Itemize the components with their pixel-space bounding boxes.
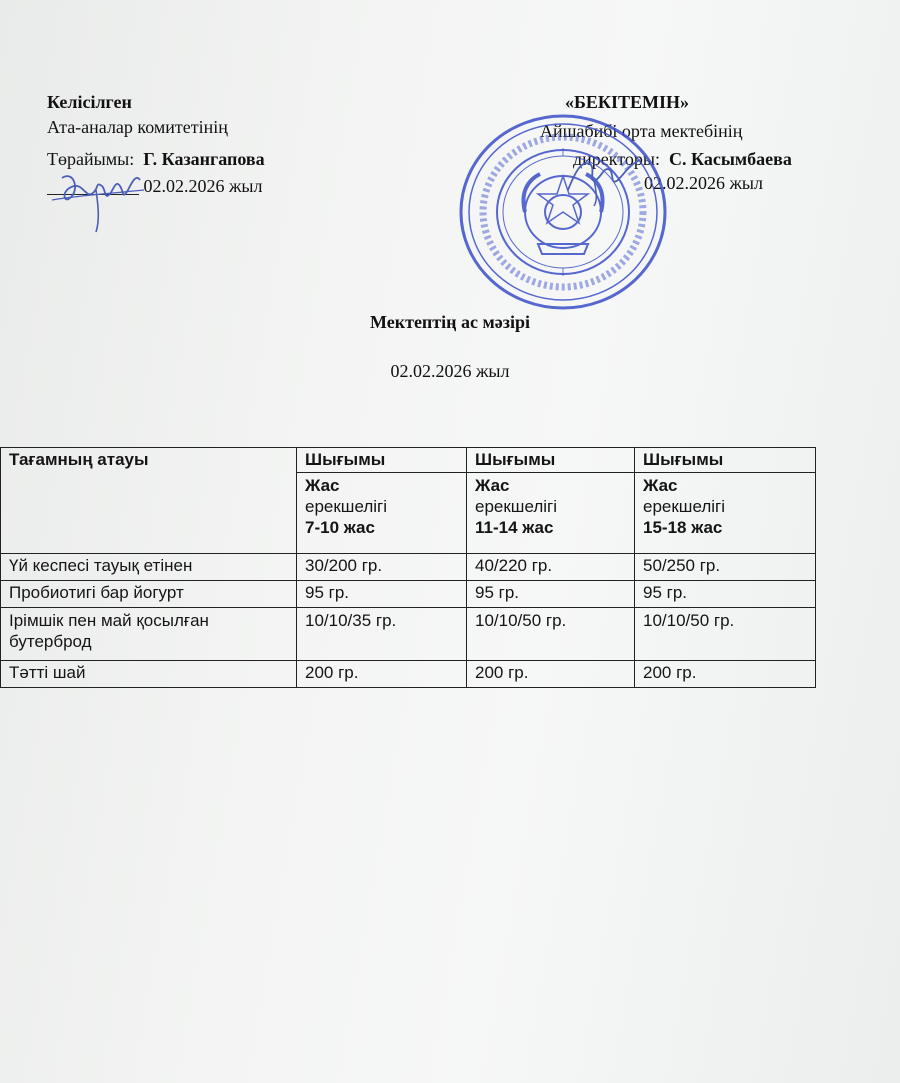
yield-7-10: 10/10/35 гр. xyxy=(297,608,467,661)
approval-left-date: 02.02.2026 жыл xyxy=(143,176,263,196)
age-group-1 xyxy=(297,473,467,554)
table-row xyxy=(1,554,816,581)
dish-name: Пробиотигі бар йогурт xyxy=(1,581,297,608)
chair-name: Г. Казангапова xyxy=(143,149,265,169)
header-yield-3: Шығымы xyxy=(635,448,816,473)
yield-7-10: 200 гр. xyxy=(297,661,467,688)
yield-11-14: 10/10/50 гр. xyxy=(467,608,635,661)
header-yield-2: Шығымы xyxy=(467,448,635,473)
age-group-1-line3: 7-10 жас xyxy=(305,518,375,537)
yield-15-18: 50/250 гр. xyxy=(635,554,816,581)
table-row xyxy=(1,608,816,661)
header-dish-name: Тағамның атауы xyxy=(1,448,297,554)
yield-11-14: 200 гр. xyxy=(467,661,635,688)
dish-name: Үй кеспесі тауық етінен xyxy=(1,554,297,581)
age-group-2-line2: ерекшелігі xyxy=(475,497,558,516)
table-row xyxy=(1,581,816,608)
director-name: С. Касымбаева xyxy=(669,149,792,169)
signature-right-icon xyxy=(560,150,650,210)
official-stamp-icon xyxy=(458,112,668,312)
age-group-2-line1: Жас xyxy=(475,476,510,495)
approval-left-line1: Ата-аналар комитетінің xyxy=(47,117,228,137)
menu-title: Мектептің ас мәзірі xyxy=(369,312,530,332)
signature-left-icon xyxy=(44,160,154,240)
yield-15-18: 95 гр. xyxy=(635,581,816,608)
yield-11-14: 40/220 гр. xyxy=(467,554,635,581)
age-group-2 xyxy=(467,473,635,554)
approval-right-label: «БЕКІТЕМІН» xyxy=(565,92,689,112)
yield-15-18: 10/10/50 гр. xyxy=(635,608,816,661)
age-group-3 xyxy=(635,473,816,554)
menu-table xyxy=(0,447,816,688)
age-group-3-line3: 15-18 жас xyxy=(643,518,723,537)
age-group-1-line1: Жас xyxy=(305,476,340,495)
age-group-2-line3: 11-14 жас xyxy=(475,518,554,537)
table-row xyxy=(1,661,816,688)
approval-right-line1: Айшабибі орта мектебінің xyxy=(540,121,743,141)
dish-name: Тәтті шай xyxy=(1,661,297,688)
yield-7-10: 30/200 гр. xyxy=(297,554,467,581)
header-yield-1: Шығымы xyxy=(297,448,467,473)
yield-11-14: 95 гр. xyxy=(467,581,635,608)
approval-right-date: 02.02.2026 жыл xyxy=(644,173,764,193)
chair-label: Төрайымы: xyxy=(47,149,135,169)
age-group-1-line2: ерекшелігі xyxy=(305,497,388,516)
dish-name: Ірімшік пен май қосылған бутерброд xyxy=(1,608,297,661)
director-label: директоры: xyxy=(573,149,661,169)
age-group-3-line1: Жас xyxy=(643,476,678,495)
menu-date: 02.02.2026 жыл xyxy=(390,361,510,381)
age-group-3-line2: ерекшелігі xyxy=(643,497,726,516)
table-header-row xyxy=(1,448,816,473)
yield-7-10: 95 гр. xyxy=(297,581,467,608)
yield-15-18: 200 гр. xyxy=(635,661,816,688)
approval-left-label: Келісілген xyxy=(47,92,132,112)
